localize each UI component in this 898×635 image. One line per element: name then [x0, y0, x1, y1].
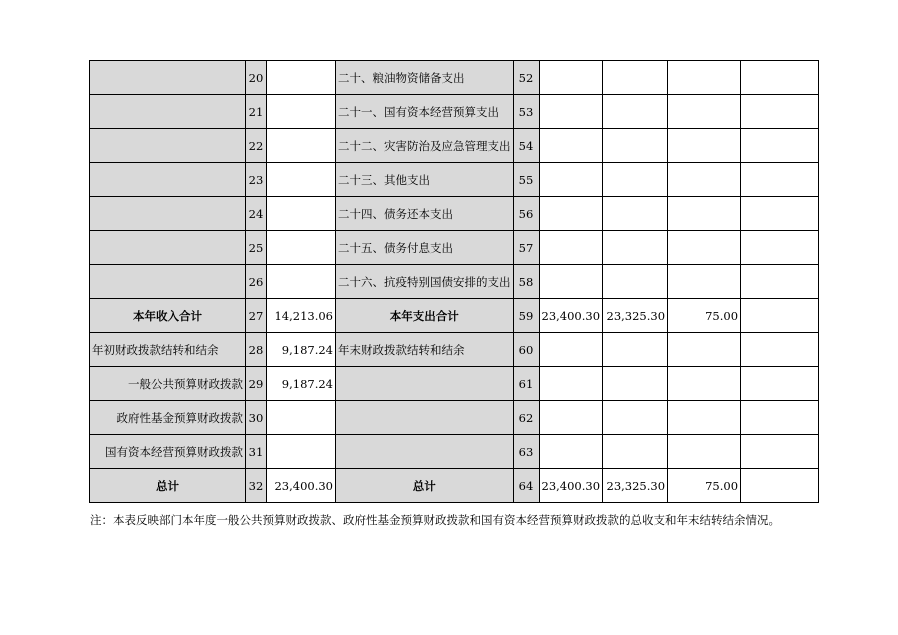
expense-total-cell — [539, 95, 603, 129]
expense-fund-budget-cell — [668, 61, 741, 95]
expense-general-budget-cell — [603, 265, 668, 299]
expense-label-cell: 二十六、抗疫特别国债安排的支出 — [336, 265, 514, 299]
expense-line-no-cell: 52 — [513, 61, 539, 95]
expense-fund-budget-cell — [668, 333, 741, 367]
income-amount-cell: 9,187.24 — [267, 333, 336, 367]
expense-label-cell: 二十、粮油物资储备支出 — [336, 61, 514, 95]
expense-general-budget-cell — [603, 367, 668, 401]
expense-total-cell — [539, 129, 603, 163]
expense-label-cell: 本年支出合计 — [336, 299, 514, 333]
table-row — [90, 95, 819, 129]
expense-line-no-cell: 64 — [513, 469, 539, 503]
income-amount-cell: 23,400.30 — [267, 469, 336, 503]
expense-total-cell — [539, 367, 603, 401]
expense-state-capital-cell — [741, 401, 819, 435]
expense-fund-budget-cell: 75.00 — [668, 299, 741, 333]
expense-general-budget-cell — [603, 197, 668, 231]
table-row — [90, 163, 819, 197]
expense-state-capital-cell — [741, 61, 819, 95]
income-line-no-cell: 21 — [246, 95, 267, 129]
income-line-no-cell: 24 — [246, 197, 267, 231]
income-amount-cell — [267, 231, 336, 265]
table-row — [90, 435, 819, 469]
expense-fund-budget-cell — [668, 265, 741, 299]
income-line-no-cell: 27 — [246, 299, 267, 333]
income-label-cell: 国有资本经营预算财政拨款 — [90, 435, 246, 469]
expense-line-no-cell: 54 — [513, 129, 539, 163]
income-amount-cell — [267, 401, 336, 435]
income-line-no-cell: 31 — [246, 435, 267, 469]
table-row — [90, 265, 819, 299]
expense-fund-budget-cell — [668, 231, 741, 265]
income-amount-cell — [267, 129, 336, 163]
income-line-no-cell: 20 — [246, 61, 267, 95]
footnote: 注：本表反映部门本年度一般公共预算财政拨款、政府性基金预算财政拨款和国有资本经营预算财政拨款的总收支和年末结转结余情况。 — [90, 513, 780, 527]
expense-state-capital-cell — [741, 299, 819, 333]
expense-state-capital-cell — [741, 231, 819, 265]
income-amount-cell: 9,187.24 — [267, 367, 336, 401]
income-line-no-cell: 30 — [246, 401, 267, 435]
income-amount-cell — [267, 265, 336, 299]
income-line-no-cell: 23 — [246, 163, 267, 197]
expense-fund-budget-cell: 75.00 — [668, 469, 741, 503]
table-row — [90, 367, 819, 401]
expense-line-no-cell: 57 — [513, 231, 539, 265]
expense-label-cell: 二十三、其他支出 — [336, 163, 514, 197]
income-amount-cell — [267, 197, 336, 231]
table-row — [90, 129, 819, 163]
income-label-cell — [90, 129, 246, 163]
expense-state-capital-cell — [741, 129, 819, 163]
income-line-no-cell: 25 — [246, 231, 267, 265]
expense-general-budget-cell — [603, 129, 668, 163]
income-label-cell: 总计 — [90, 469, 246, 503]
expense-general-budget-cell — [603, 435, 668, 469]
income-amount-cell — [267, 61, 336, 95]
income-label-cell — [90, 231, 246, 265]
expense-label-cell: 二十五、债务付息支出 — [336, 231, 514, 265]
expense-general-budget-cell — [603, 163, 668, 197]
expense-state-capital-cell — [741, 95, 819, 129]
expense-label-cell — [336, 435, 514, 469]
expense-fund-budget-cell — [668, 367, 741, 401]
expense-state-capital-cell — [741, 469, 819, 503]
expense-line-no-cell: 60 — [513, 333, 539, 367]
income-amount-cell — [267, 163, 336, 197]
expense-total-cell — [539, 61, 603, 95]
expense-general-budget-cell — [603, 61, 668, 95]
expense-label-cell: 二十四、债务还本支出 — [336, 197, 514, 231]
table-row — [90, 197, 819, 231]
expense-general-budget-cell — [603, 333, 668, 367]
income-label-cell — [90, 163, 246, 197]
income-line-no-cell: 29 — [246, 367, 267, 401]
expense-total-cell — [539, 231, 603, 265]
expense-fund-budget-cell — [668, 435, 741, 469]
table-row — [90, 61, 819, 95]
income-line-no-cell: 26 — [246, 265, 267, 299]
expense-state-capital-cell — [741, 265, 819, 299]
expense-state-capital-cell — [741, 435, 819, 469]
expense-line-no-cell: 61 — [513, 367, 539, 401]
expense-fund-budget-cell — [668, 197, 741, 231]
expense-total-cell — [539, 401, 603, 435]
expense-label-cell: 二十一、国有资本经营预算支出 — [336, 95, 514, 129]
expense-general-budget-cell: 23,325.30 — [603, 299, 668, 333]
table-row — [90, 333, 819, 367]
expense-state-capital-cell — [741, 197, 819, 231]
expense-general-budget-cell: 23,325.30 — [603, 469, 668, 503]
expense-total-cell — [539, 333, 603, 367]
expense-general-budget-cell — [603, 95, 668, 129]
expense-line-no-cell: 58 — [513, 265, 539, 299]
expense-label-cell: 年末财政拨款结转和结余 — [336, 333, 514, 367]
income-label-cell — [90, 95, 246, 129]
income-label-cell — [90, 197, 246, 231]
expense-label-cell: 二十二、灾害防治及应急管理支出 — [336, 129, 514, 163]
expense-fund-budget-cell — [668, 129, 741, 163]
income-label-cell — [90, 265, 246, 299]
expense-line-no-cell: 56 — [513, 197, 539, 231]
expense-line-no-cell: 55 — [513, 163, 539, 197]
expense-label-cell: 总计 — [336, 469, 514, 503]
expense-state-capital-cell — [741, 163, 819, 197]
expense-total-cell: 23,400.30 — [539, 469, 603, 503]
income-label-cell — [90, 61, 246, 95]
table-row — [90, 469, 819, 503]
table-row — [90, 231, 819, 265]
expense-total-cell — [539, 265, 603, 299]
expense-fund-budget-cell — [668, 401, 741, 435]
expense-fund-budget-cell — [668, 163, 741, 197]
expense-state-capital-cell — [741, 367, 819, 401]
expense-total-cell: 23,400.30 — [539, 299, 603, 333]
expense-line-no-cell: 53 — [513, 95, 539, 129]
expense-label-cell — [336, 401, 514, 435]
expense-general-budget-cell — [603, 401, 668, 435]
income-amount-cell — [267, 95, 336, 129]
income-label-cell: 本年收入合计 — [90, 299, 246, 333]
expense-total-cell — [539, 435, 603, 469]
income-amount-cell — [267, 435, 336, 469]
expense-general-budget-cell — [603, 231, 668, 265]
income-line-no-cell: 22 — [246, 129, 267, 163]
table-row — [90, 299, 819, 333]
income-line-no-cell: 28 — [246, 333, 267, 367]
budget-table — [89, 60, 819, 503]
expense-label-cell — [336, 367, 514, 401]
income-label-cell: 年初财政拨款结转和结余 — [90, 333, 246, 367]
income-line-no-cell: 32 — [246, 469, 267, 503]
expense-line-no-cell: 62 — [513, 401, 539, 435]
expense-line-no-cell: 59 — [513, 299, 539, 333]
expense-fund-budget-cell — [668, 95, 741, 129]
table-row — [90, 401, 819, 435]
expense-state-capital-cell — [741, 333, 819, 367]
expense-total-cell — [539, 163, 603, 197]
income-amount-cell: 14,213.06 — [267, 299, 336, 333]
expense-line-no-cell: 63 — [513, 435, 539, 469]
income-label-cell: 一般公共预算财政拨款 — [90, 367, 246, 401]
income-label-cell: 政府性基金预算财政拨款 — [90, 401, 246, 435]
expense-total-cell — [539, 197, 603, 231]
